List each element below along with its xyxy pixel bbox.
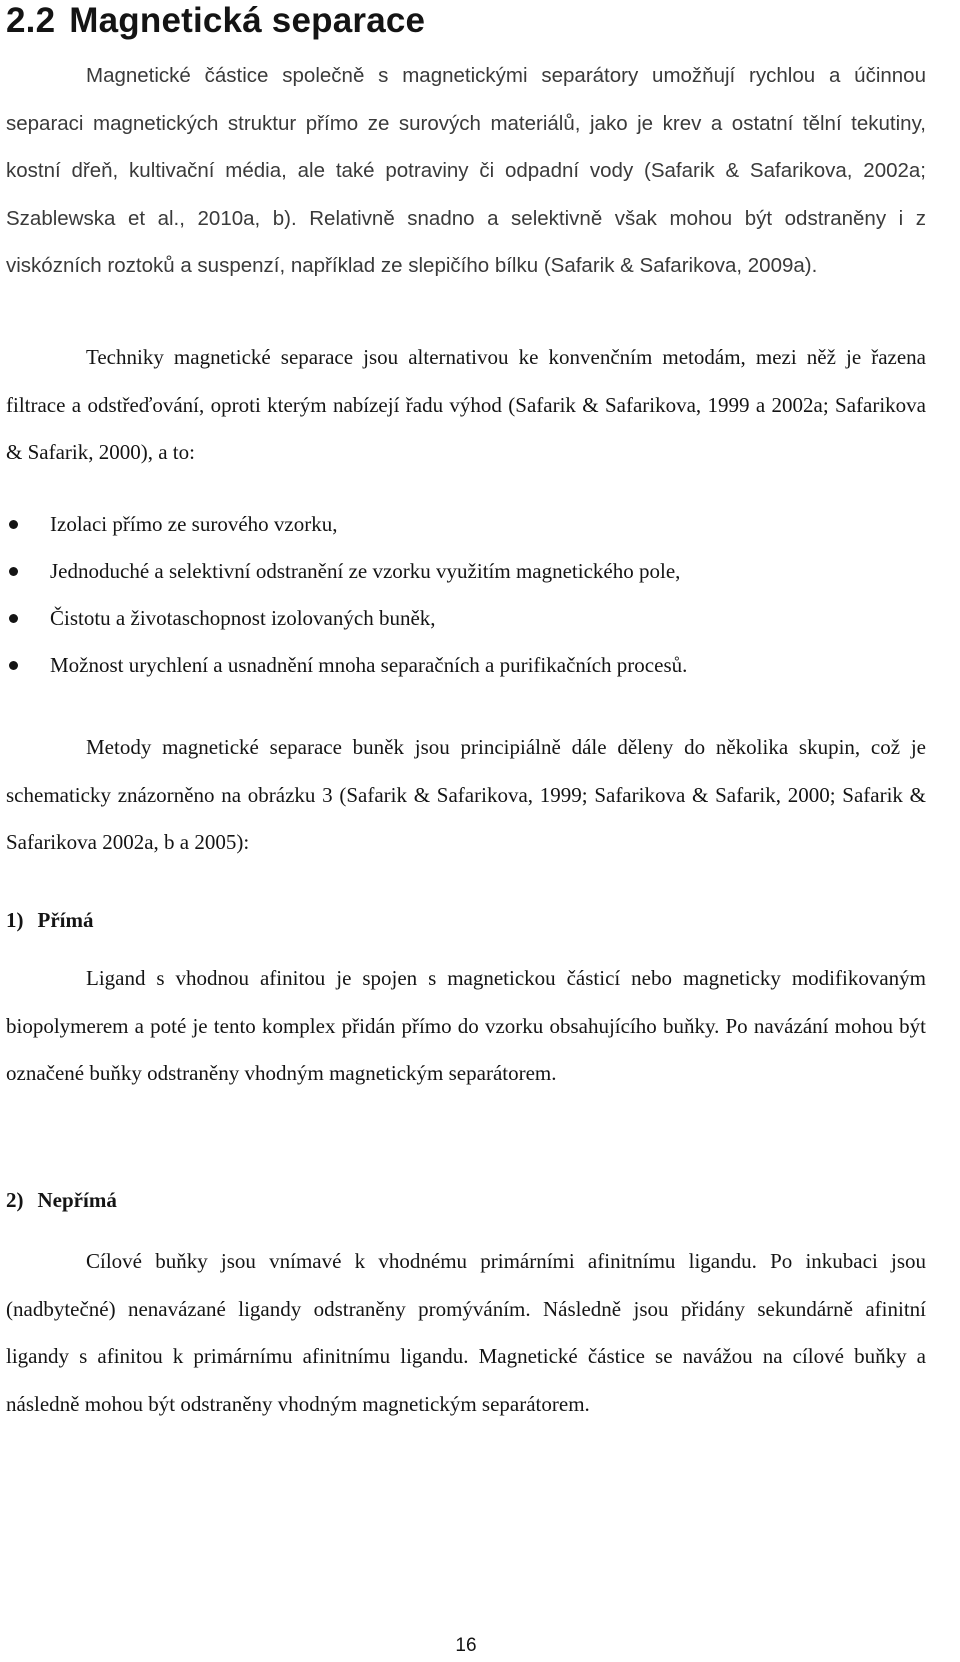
bullet-icon	[9, 661, 18, 670]
section-heading	[6, 0, 425, 42]
section-title: Magnetická separace	[69, 1, 426, 40]
list-item: Jednoduché a selektivní odstranění ze vzorku využitím magnetického pole,	[6, 548, 926, 595]
paragraph-direct	[6, 955, 926, 1098]
list-item: Možnost urychlení a usnadnění mnoha separačních a purifikačních procesů.	[6, 642, 926, 689]
subheading-indirect: 2) Nepřímá	[6, 1188, 117, 1212]
bullet-icon	[9, 567, 18, 576]
subheading-direct: 1) Přímá	[6, 908, 94, 932]
bullet-icon	[9, 614, 18, 623]
list-item: Čistotu a životaschopnost izolovaných buněk,	[6, 595, 926, 642]
bullet-icon	[9, 520, 18, 529]
paragraph-intro	[6, 52, 926, 290]
page-number: 16	[455, 1635, 477, 1656]
paragraph-methods	[6, 724, 926, 867]
advantages-list	[6, 501, 926, 689]
paragraph-intro-text: Magnetické částice společně s magnetickými separátory umožňují rychlou a účinnou separaci magnetických struktur přímo ze surových materiálů, jako je krev a ostatní tělní tekutiny, kostní dřeň, kultivační média, ale také potraviny či odpadní vody (Safarik & Safarikova, 2002a; Szablewska et al., 2010a, b). Relativně snadno a selektivně však mohou být odstraněny i z viskózních roztoků a suspenzí, například ze slepičího bílku (Safarik & Safarikova, 2009a).	[6, 64, 926, 277]
paragraph-methods-text: Metody magnetické separace buněk jsou principiálně dále děleny do několika skupin, což je schematicky znázorněno na obrázku 3 (Safarik & Safarikova, 1999; Safarikova & Safarik, 2000; Safarik & Safarikova 2002a, b a 2005):	[6, 735, 926, 854]
list-item: Izolaci přímo ze surového vzorku,	[6, 501, 926, 548]
paragraph-techniques	[6, 334, 926, 477]
section-number: 2.2	[6, 1, 56, 40]
document-page	[6, 0, 926, 1662]
paragraph-techniques-text: Techniky magnetické separace jsou alternativou ke konvenčním metodám, mezi něž je řazena filtrace a odstřeďování, oproti kterým nabízejí řadu výhod (Safarik & Safarikova, 1999 a 2002a; Safarikova & Safarik, 2000), a to:	[6, 345, 926, 464]
paragraph-indirect	[6, 1238, 926, 1428]
paragraph-direct-text: Ligand s vhodnou afinitou je spojen s magnetickou částicí nebo magneticky modifikovaným biopolymerem a poté je tento komplex přidán přímo do vzorku obsahujícího buňky. Po navázání mohou být označené buňky odstraněny vhodným magnetickým separátorem.	[6, 966, 926, 1085]
paragraph-indirect-text: Cílové buňky jsou vnímavé k vhodnému primárními afinitnímu ligandu. Po inkubaci jsou (nadbytečné) nenavázané ligandy odstraněny promýváním. Následně jsou přidány sekundárně afinitní ligandy s afinitou k primárnímu afinitnímu ligandu. Magnetické částice se navážou na cílové buňky a následně mohou být odstraněny vhodným magnetickým separátorem.	[6, 1249, 926, 1416]
